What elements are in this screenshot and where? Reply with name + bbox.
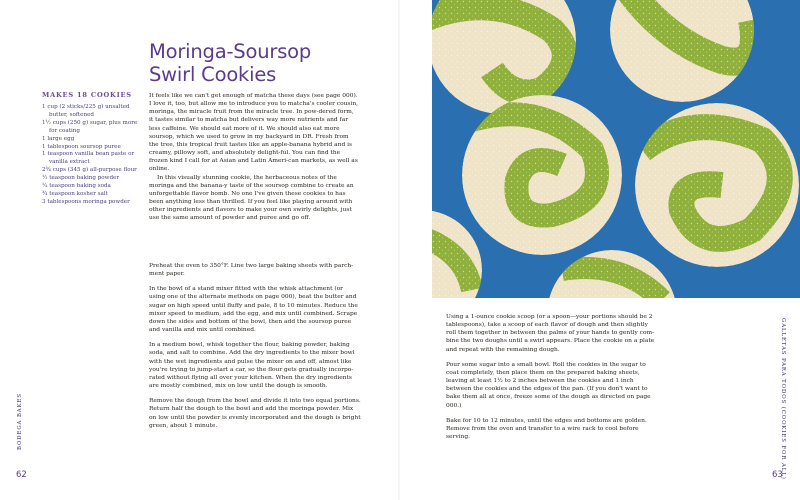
running-head-left: BODEGA BAKES [17, 393, 23, 450]
ingredient-item: 1 large egg [42, 135, 75, 142]
headnote-paragraph: It feels like we can't get enough of matcha these days (see page 000). I love it, too, but allow me to introduce you to matcha's cooler cousin, moringa, the miracle fruit from the miracle tree. In pow-dered form, it tastes similar to matcha but delivers way more nutrients and far less caffeine. We should eat more of it. We should also eat more soursop, which we used to grow in my backyard in DR. Fresh from the tree, this tropical fruit tastes like an apple-banana hybrid and is creamy, pillowy soft, and absolutely delight-ful. You can find the frozen kind I call for at Asian and Latin Ameri-can markets, as well as online. [149, 93, 358, 173]
ingredient-list [42, 104, 138, 207]
ingredient-item: ½ teaspoon baking powder [42, 175, 120, 182]
ingredient-item: ¼ teaspoon baking soda [42, 183, 111, 190]
method-step: Using a 1-ounce cookie scoop (or a spoon—your portions should be 2 tablespoons), take a scoop of each flavor of dough and then slightly roll them together in between the palms of your hands to gently com-bine the two doughs until a swirl appears. Place the cookie on a plate and repeat with the remaining dough. [446, 314, 655, 353]
headnote-paragraph: In this visually stunning cookie, the herbaceous notes of the moringa and the banana-y taste of the soursop combine to create an unforgettable flavor bomb. No one I've given these cookies to has been anything less than thrilled. If you feel like playing around with other ingredients and flavors to make your own swirly delights, just use the same amount of powder and puree and go off. [149, 174, 354, 222]
method-step: Preheat the oven to 350°F. Line two large baking sheets with parch-ment paper. [149, 263, 354, 278]
cookie-4 [635, 103, 799, 267]
yield-heading: MAKES 18 COOKIES [42, 91, 132, 99]
cookie-photo-illustration [432, 0, 800, 298]
ingredient-item: 2¾ cups (345 g) all-purpose flour [42, 167, 137, 174]
running-head-right: GALLETAS PARA TODOS (COOKIES FOR ALL) [780, 318, 786, 480]
method-step: In the bowl of a stand mixer fitted with the whisk attachment (or using one of the alternate methods on page 000), beat the butter and sugar on high speed until fluffy and pale, 8 to 10 minutes. Reduce the mixer speed to medium, add the egg, and mix until combined. Scrape down the sides and bottom of the bowl, then add the soursop puree and vanilla and mix until combined. [149, 286, 358, 334]
ingredient-item: 1 cup (2 sticks/225 g) unsalted butter, softened [42, 104, 130, 118]
method-step: In a medium bowl, whisk together the flour, baking powder, baking soda, and salt to combine. Add the dry ingredients to the mixer bowl with the wet ingredients and pulse the mixer on and off, almost like you're trying to jump-start a car, so the flour gets gradually incorpo-rated without flying all over your kitchen. When the dry ingredients are mostly combined, mix on low until the dough is smooth. [149, 342, 355, 390]
method-step: Remove the dough from the bowl and divide it into two equal portions. Return half the dough to the bowl and add the moringa powder. Mix on low until the powder is evenly incorporated and the dough is bright green, about 1 minute. [149, 398, 361, 429]
recipe-title-text: Moringa-Soursop Swirl Cookies [149, 40, 312, 86]
page-number-right: 63 [772, 470, 783, 480]
cookie-3 [462, 95, 622, 255]
method-steps-left [149, 262, 361, 437]
headnote [149, 92, 358, 223]
method-steps-right [446, 313, 659, 448]
ingredient-item: ¾ teaspoon kosher salt [42, 190, 108, 197]
ingredient-item: 1½ cups (250 g) sugar, plus more for coating [42, 119, 138, 134]
method-step: Bake for 10 to 12 minutes, until the edges and bottoms are golden. Remove from the oven and transfer to a wire rack to cool before serving. [446, 417, 647, 441]
recipe-title [149, 40, 389, 86]
ingredient-item: 3 tablespoons moringa powder [42, 198, 130, 205]
ingredient-item: 1 tablespoon soursop puree [42, 143, 121, 150]
page-number-left: 62 [16, 470, 27, 480]
cookie-photo [432, 0, 800, 298]
ingredient-item: 1 teaspoon vanilla bean paste or vanilla extract [42, 151, 135, 166]
method-step: Pour some sugar into a small bowl. Roll the cookies in the sugar to coat completely, then place them on the prepared baking sheets, leaving at least 1½ to 2 inches between the cookies and 1 inch between the cookies and the edges of the pan. (If you don't want to bake them all at once, freeze some of the dough as directed on page 000.) [446, 361, 651, 409]
